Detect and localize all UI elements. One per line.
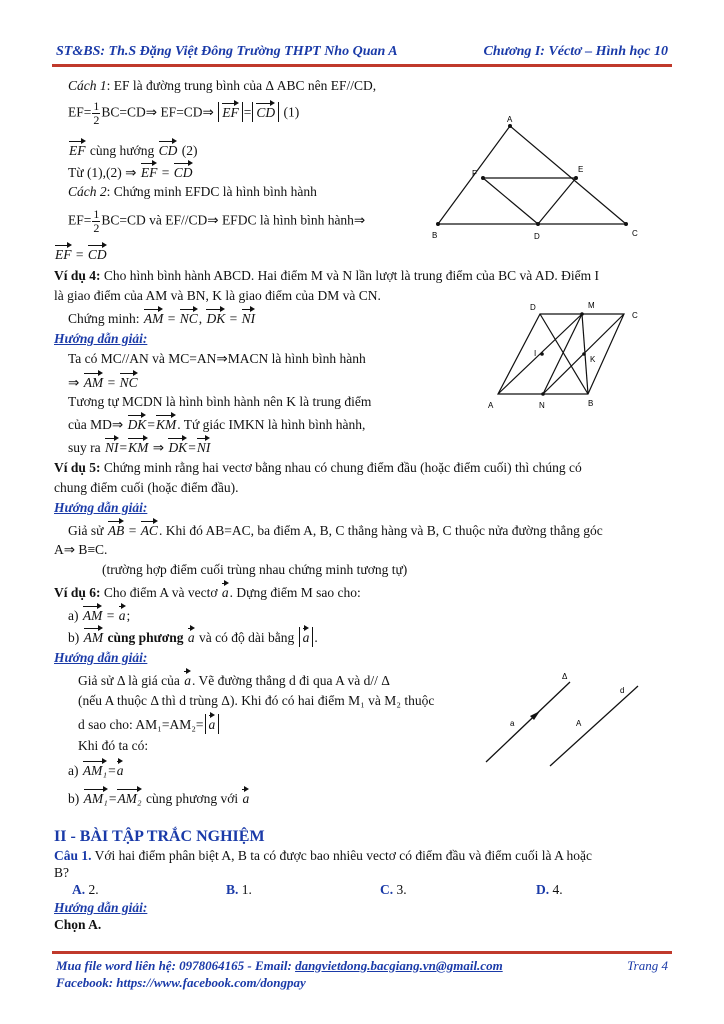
ex5-guide-2: A⇒ B≡C. bbox=[54, 542, 108, 557]
ex6-part-a: a) AM = a; bbox=[68, 605, 130, 625]
fig2-label-B: B bbox=[588, 399, 594, 408]
method1-eq2: EF cùng hướng CD (2) bbox=[68, 140, 197, 160]
fig3-label-A: A bbox=[576, 719, 582, 728]
parallel-lines-figure bbox=[478, 664, 658, 774]
fig1-label-B: B bbox=[432, 231, 438, 240]
footer-email-link[interactable]: dangvietdong.bacgiang.vn@gmail.com bbox=[295, 958, 503, 973]
ex6-statement: Ví dụ 6: Cho điểm A và vectơ a. Dựng điểm M sao cho: bbox=[54, 582, 361, 602]
q1-option-c[interactable]: C. 3. bbox=[380, 882, 407, 897]
ex4-guide-3: Tương tự MCDN là hình bình hành nên K là trung điểm bbox=[68, 394, 372, 409]
parallelogram-figure bbox=[484, 298, 654, 416]
triangle-figure bbox=[428, 112, 658, 244]
ex4-guide-4: của MD⇒ DK=KM. Tứ giác IMKN là hình bình hành, bbox=[68, 414, 365, 434]
q1-statement: Câu 1. Với hai điểm phân biệt A, B ta có được bao nhiêu vectơ có điểm đầu và điểm cuối là A hoặc bbox=[54, 848, 592, 863]
ex6-guide-3: d sao cho: AM₁=AM₂= a bbox=[78, 714, 220, 734]
section-title: II - BÀI TẬP TRẮC NGHIỆM bbox=[54, 828, 265, 845]
footer-line-1: Mua file word liên hệ: 0978064165 - Email: dangvietdong.bacgiang.vn@gmail.com Trang 4 bbox=[56, 958, 668, 973]
header-rule bbox=[52, 64, 672, 67]
fig3-label-delta: Δ bbox=[562, 672, 568, 681]
fig2-label-C: C bbox=[632, 311, 638, 320]
fig2-label-N: N bbox=[539, 401, 545, 410]
method2-line: Cách 2: Chứng minh EFDC là hình bình hành bbox=[68, 184, 317, 199]
method1-eq1: EF= $\frac{1}{2}$ BC=CD⇒ EF=CD⇒ EF = CD (1) bbox=[68, 99, 300, 127]
method1-conclusion: Từ (1),(2) ⇒ EF = CD bbox=[68, 162, 194, 182]
fig2-label-A: A bbox=[488, 401, 494, 410]
ex4-guide-1: Ta có MC//AN và MC=AN⇒MACN là hình bình hành bbox=[68, 351, 366, 366]
fig1-label-A: A bbox=[507, 115, 513, 124]
fig3-label-a: a bbox=[510, 719, 515, 728]
ex5-guide-1: Giả sử AB = AC. Khi đó AB=AC, ba điểm A, B, C thẳng hàng và B, C thuộc nửa đường thẳng góc bbox=[68, 520, 603, 540]
method2-eq: EF= $\frac{1}{2}$ BC=CD và EF//CD⇒ EFDC là hình bình hành⇒ bbox=[68, 207, 366, 235]
page-header bbox=[56, 44, 668, 60]
ex5-guide-heading: Hướng dẫn giải: bbox=[54, 500, 148, 515]
fig1-label-F: F bbox=[472, 169, 477, 178]
ex4-guide-heading: Hướng dẫn giải: bbox=[54, 331, 148, 346]
ex6-part-b: b) AM cùng phương a và có độ dài bằng a . bbox=[68, 627, 318, 647]
footer-facebook[interactable]: Facebook: https://www.facebook.com/dongpay bbox=[56, 975, 306, 990]
ex6-guide-2: (nếu A thuộc Δ thì d trùng Δ). Khi đó có hai điểm M₁ và M₂ thuộc bbox=[78, 693, 435, 708]
ex6-guide-5: a) AM₁=a bbox=[68, 760, 124, 780]
header-right: Chương I: Véctơ – Hình học 10 bbox=[483, 44, 668, 59]
ex5-guide-3: (trường hợp điểm cuối trùng nhau chứng minh tương tự) bbox=[102, 562, 408, 577]
fig2-label-I: I bbox=[534, 349, 537, 358]
fig3-label-d: d bbox=[620, 686, 625, 695]
q1-option-a[interactable]: A. 2. bbox=[72, 882, 99, 897]
fig2-label-D: D bbox=[530, 303, 536, 312]
fig1-label-C: C bbox=[632, 229, 638, 238]
ex5-statement: Ví dụ 5: Chứng minh rằng hai vectơ bằng nhau có chung điểm đầu (hoặc điểm cuối) thì chúng có bbox=[54, 460, 582, 475]
q1-option-b[interactable]: B. 1. bbox=[226, 882, 252, 897]
ex4-statement: Ví dụ 4: Cho hình bình hành ABCD. Hai điểm M và N lần lượt là trung điểm của BC và AD. Điểm I bbox=[54, 268, 600, 283]
fig2-label-M: M bbox=[588, 301, 595, 310]
q1-option-d[interactable]: D. 4. bbox=[536, 882, 563, 897]
ex5-statement-2: chung điểm cuối (hoặc điểm đầu). bbox=[54, 480, 239, 495]
method1-line: Cách 1: EF là đường trung bình của Δ ABC nên EF//CD, bbox=[68, 78, 377, 93]
page-number: Trang 4 bbox=[627, 958, 668, 973]
q1-answer: Chọn A. bbox=[54, 917, 102, 932]
ex4-statement-2: là giao điểm của AM và BN, K là giao điểm của DM và CN. bbox=[54, 288, 381, 303]
q1-guide-heading: Hướng dẫn giải: bbox=[54, 900, 148, 915]
ex4-guide-2: ⇒ AM = NC bbox=[68, 372, 139, 392]
ex6-guide-1: Giả sử Δ là giá của a. Vẽ đường thẳng d đi qua A và d// Δ bbox=[78, 670, 390, 690]
ex4-prove: Chứng minh: AM = NC, DK = NI bbox=[68, 308, 256, 328]
fig1-label-D: D bbox=[534, 232, 540, 241]
fig1-label-E: E bbox=[578, 165, 584, 174]
q1-statement-2: B? bbox=[54, 865, 69, 880]
fig2-label-K: K bbox=[590, 355, 596, 364]
ex6-guide-6: b) AM₁=AM₂ cùng phương với a bbox=[68, 788, 250, 808]
ex6-guide-4: Khi đó ta có: bbox=[78, 738, 149, 753]
header-left: ST&BS: Th.S Đặng Việt Đông Trường THPT Nho Quan A bbox=[56, 44, 398, 59]
ex4-guide-5: suy ra NI=KM ⇒ DK=NI bbox=[68, 437, 211, 457]
footer-rule bbox=[52, 951, 672, 954]
method2-conclusion: EF = CD bbox=[54, 244, 108, 264]
ex6-guide-heading: Hướng dẫn giải: bbox=[54, 650, 148, 665]
